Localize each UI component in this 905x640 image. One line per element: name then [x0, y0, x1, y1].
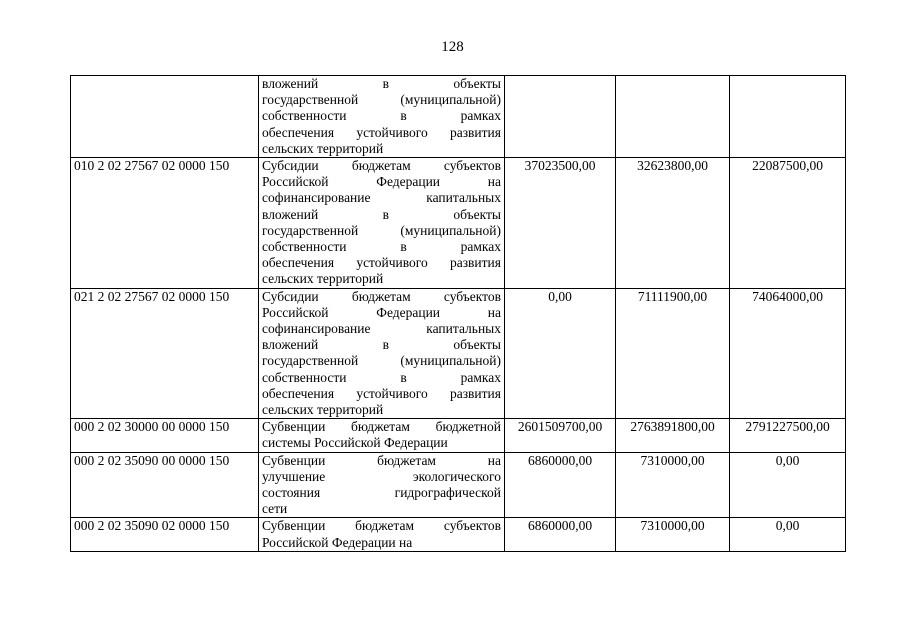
description-line: государственной (муниципальной) — [262, 222, 501, 238]
table-row — [71, 518, 846, 551]
amount-year-3-cell — [730, 76, 846, 158]
description-line: Российской Федерации на — [262, 174, 501, 190]
amount-year-2-cell: 2763891800,00 — [616, 419, 730, 452]
page-number: 128 — [441, 39, 464, 55]
description-line: сельских территорий — [262, 271, 384, 287]
description-line: вложений в объекты — [262, 76, 501, 91]
amount-year-3-cell: 2791227500,00 — [730, 419, 846, 452]
description-line: софинансирование капитальных — [262, 190, 501, 206]
budget-code-cell: 000 2 02 35090 00 0000 150 — [71, 452, 259, 518]
amount-year-1-cell — [505, 76, 616, 158]
description-line: улучшение экологического — [262, 468, 501, 484]
description-line: состояния гидрографической — [262, 485, 501, 501]
description-line: обеспечения устойчивого развития — [262, 255, 501, 271]
amount-year-1-cell: 2601509700,00 — [505, 419, 616, 452]
table-row — [71, 76, 846, 158]
description-cell — [259, 518, 505, 551]
table-row — [71, 158, 846, 289]
table-row — [71, 419, 846, 452]
amount-year-3-cell: 0,00 — [730, 452, 846, 518]
description-line: Субвенции бюджетам субъектов — [262, 518, 501, 534]
description-line: Субсидии бюджетам субъектов — [262, 288, 501, 304]
amount-year-3-cell: 74064000,00 — [730, 288, 846, 419]
description-line: Субвенции бюджетам на — [262, 452, 501, 468]
amount-year-1-cell: 0,00 — [505, 288, 616, 419]
description-cell — [259, 452, 505, 518]
amount-year-2-cell: 7310000,00 — [616, 518, 730, 551]
description-cell — [259, 76, 505, 158]
amount-year-2-cell: 71111900,00 — [616, 288, 730, 419]
budget-table — [70, 75, 846, 552]
amount-year-2-cell — [616, 76, 730, 158]
table-body — [71, 76, 846, 552]
description-line: вложений в объекты — [262, 337, 501, 353]
description-cell — [259, 288, 505, 419]
amount-year-2-cell: 7310000,00 — [616, 452, 730, 518]
amount-year-3-cell: 0,00 — [730, 518, 846, 551]
description-line: собственности в рамках — [262, 239, 501, 255]
amount-year-3-cell: 22087500,00 — [730, 158, 846, 289]
budget-code-cell — [71, 76, 259, 158]
description-cell — [259, 158, 505, 289]
description-line: сельских территорий — [262, 140, 384, 156]
table-row — [71, 288, 846, 419]
description-line: сети — [262, 501, 288, 517]
amount-year-1-cell: 6860000,00 — [505, 518, 616, 551]
description-line: Российской Федерации на — [262, 304, 501, 320]
description-line: вложений в объекты — [262, 206, 501, 222]
description-line: софинансирование капитальных — [262, 321, 501, 337]
description-line: собственности в рамках — [262, 108, 501, 124]
budget-code-cell: 021 2 02 27567 02 0000 150 — [71, 288, 259, 419]
description-line: Субвенции бюджетам бюджетной — [262, 419, 501, 435]
description-line: собственности в рамках — [262, 369, 501, 385]
budget-code-cell: 000 2 02 30000 00 0000 150 — [71, 419, 259, 452]
amount-year-1-cell: 37023500,00 — [505, 158, 616, 289]
description-cell — [259, 419, 505, 452]
description-line: Субсидии бюджетам субъектов — [262, 158, 501, 174]
description-line: Российской Федерации на — [262, 534, 413, 550]
table-row — [71, 452, 846, 518]
description-line: государственной (муниципальной) — [262, 92, 501, 108]
description-line: обеспечения устойчивого развития — [262, 385, 501, 401]
budget-code-cell: 000 2 02 35090 02 0000 150 — [71, 518, 259, 551]
description-line: сельских территорий — [262, 402, 384, 418]
amount-year-1-cell: 6860000,00 — [505, 452, 616, 518]
description-line: государственной (муниципальной) — [262, 353, 501, 369]
description-line: обеспечения устойчивого развития — [262, 124, 501, 140]
amount-year-2-cell: 32623800,00 — [616, 158, 730, 289]
description-line: системы Российской Федерации — [262, 435, 448, 451]
budget-code-cell: 010 2 02 27567 02 0000 150 — [71, 158, 259, 289]
